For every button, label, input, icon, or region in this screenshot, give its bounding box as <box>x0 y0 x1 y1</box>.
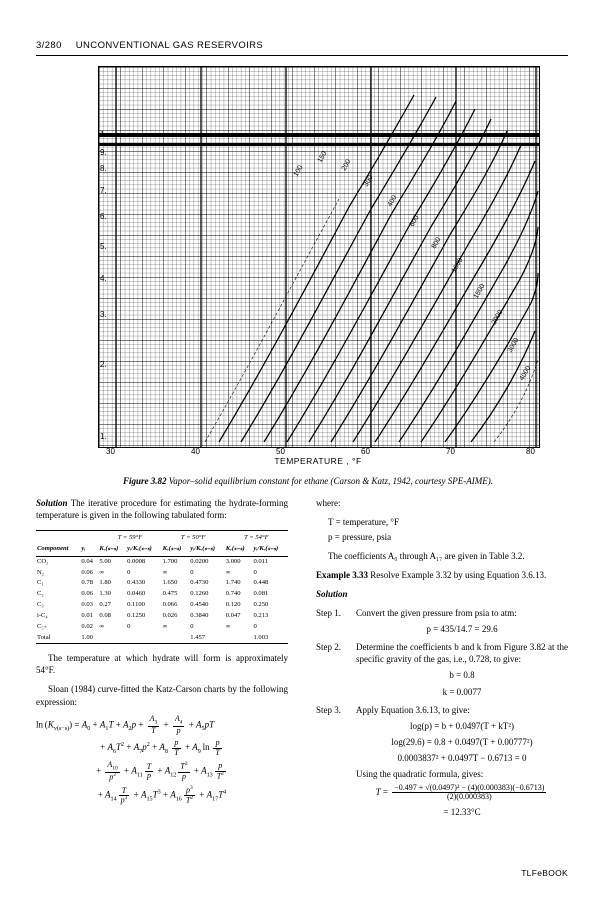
step-2-label: Step 2. <box>316 642 342 653</box>
cell <box>162 633 190 644</box>
cell: 1.003 <box>252 633 288 644</box>
cell: 0.011 <box>253 557 269 565</box>
table-row <box>36 600 288 611</box>
svg-text:600: 600 <box>408 214 421 228</box>
quadratic-numerator: −0.497 + √(0.0497)² − (4)(0.000383)(−0.6713) <box>394 782 545 792</box>
cell: Total <box>36 633 80 644</box>
sloan-paragraph: Sloan (1984) curve-fitted the Katz-Carson charts by the following expression: <box>36 684 288 707</box>
cell: 0.08 <box>99 611 111 619</box>
cell: 3.000 <box>225 557 241 565</box>
example-head: Example 3.33 <box>316 570 369 581</box>
solution-text: The iterative procedure for estimating the hydrate-forming temperature is given in the following tabulated form: <box>36 498 288 521</box>
cell: 0.213 <box>253 611 269 619</box>
svg-text:4.: 4. <box>100 274 107 283</box>
temperature-paragraph: The temperature at which hydrate will form is approximately 54°F. <box>36 653 288 676</box>
cell: C₂ <box>37 590 44 598</box>
svg-text:3000: 3000 <box>506 337 521 354</box>
cell: 0.78 <box>81 579 93 587</box>
cell: 1.650 <box>162 579 178 587</box>
cell: 0.047 <box>225 611 241 619</box>
step-2-equation-b: b = 0.8 <box>449 670 475 681</box>
cell: ∞ <box>162 568 168 576</box>
coefficients-note: The coefficients A₀ through A₁₇ are given in Table 3.2. <box>328 551 525 562</box>
table-row <box>36 589 288 600</box>
cell: 0.120 <box>225 601 241 609</box>
group-header-1: T = 50°F <box>162 531 225 544</box>
cell: 1.457 <box>189 633 224 644</box>
hydrate-iteration-table <box>36 530 288 644</box>
cell: CO₂ <box>37 557 49 565</box>
svg-text:7.: 7. <box>100 186 107 195</box>
cell: 0.1250 <box>127 611 146 619</box>
table-row <box>36 611 288 622</box>
footer-text: TLFeBOOK <box>521 868 568 878</box>
svg-text:1.: 1. <box>100 432 107 441</box>
cell: 0.0008 <box>127 557 146 565</box>
cell: ∞ <box>99 622 105 630</box>
quadratic-equation: T = $\frac{\text{−0.497 + √(0.0497)² − (4)(0.000383)(−0.6713)}}{(2)(0.000383)}$ <box>375 782 545 802</box>
solution-head: Solution <box>36 498 68 508</box>
svg-text:2000: 2000 <box>490 309 505 326</box>
group-header-0: T = 59°F <box>98 531 161 544</box>
cell: i-C₄ <box>37 611 48 619</box>
col-header-2: Kᵥ(ₛ₋ₛ) <box>98 544 126 556</box>
group-header-2: T = 54°F <box>225 531 288 544</box>
table-row <box>36 578 288 589</box>
step-3-label: Step 3. <box>316 704 342 715</box>
cell: 0 <box>253 568 257 576</box>
svg-text:3.: 3. <box>100 310 107 319</box>
x-axis-ticks: 30 40 50 60 70 80 <box>106 447 535 456</box>
header-title: UNCONVENTIONAL GAS RESERVOIRS <box>75 40 264 51</box>
cell: 0.4730 <box>190 579 209 587</box>
col-header-4: Kᵥ(ₛ₋ₛ) <box>162 544 190 556</box>
table-group-header-row <box>36 531 288 544</box>
svg-text:5.: 5. <box>100 242 107 251</box>
cell: C₅₊ <box>37 622 48 630</box>
cell: 1.740 <box>225 579 241 587</box>
cell <box>126 633 161 644</box>
svg-text:100: 100 <box>292 164 305 178</box>
cell: 0.27 <box>99 601 111 609</box>
cell: 0.4330 <box>127 579 146 587</box>
cell: 0.081 <box>253 590 269 598</box>
step-1-text: Convert the given pressure from psia to atm: <box>356 608 517 619</box>
chart-svg <box>99 67 539 447</box>
cell: 0.475 <box>162 590 178 598</box>
solution-head-right: Solution <box>316 589 348 600</box>
step-3-equation-1: log(p) = b + 0.0497(T + kT²) <box>410 720 514 731</box>
step-3-equation-3: 0.0003837² + 0.0497T − 0.6713 = 0 <box>397 752 527 763</box>
sloan-equation-line2: + $A_6T^2 + A_7p^2 + A_8$ $\frac{p}{T}$ + $A_9$ ln $\frac{p}{T}$ <box>100 738 220 757</box>
quadratic-note: Using the quadratic formula, gives: <box>356 768 484 779</box>
table-row <box>36 568 288 579</box>
svg-text:1000: 1000 <box>450 257 465 274</box>
svg-text:4000: 4000 <box>518 365 533 382</box>
example-paragraph <box>316 569 568 581</box>
cell: 0.1100 <box>127 601 145 609</box>
step-1-equation: p = 435/14.7 = 29.6 <box>426 624 498 635</box>
col-header-5: yᵢ/Kᵥ(ₛ₋ₛ) <box>189 544 224 556</box>
cell: 1.00 <box>80 633 98 644</box>
svg-text:8.: 8. <box>100 164 107 173</box>
cell: 0.04 <box>81 557 93 565</box>
cell: 0.3840 <box>190 611 209 619</box>
solution-paragraph <box>36 497 288 521</box>
cell <box>98 633 126 644</box>
col-header-3: yᵢ/Kᵥ(ₛ₋ₛ) <box>126 544 161 556</box>
step-2-text: Determine the coefficients b and k from Figure 3.82 at the specific gravity of the gas, i.e., 0.728, to give: <box>356 642 568 665</box>
col-header-0: Component <box>36 544 80 556</box>
cell: 0.1260 <box>190 590 209 598</box>
sloan-equation-line3: + $\frac{A_{10}}{p^2}$ + $A_{11}$ $\frac{T}{p}$ + $A_{12}$ $\frac{T^2}{p}$ + $A_{13}$ $\frac{p}{T^2}$ <box>96 760 224 782</box>
sloan-equation: $\ln (K_{v(s-s)}) = A_0 + A_1T + A_2p$ + $\frac{A_3}{T}$ + $\frac{A_4}{p}$ + $A_5pT$ <box>36 713 215 735</box>
col-header-1: yᵢ <box>80 544 98 556</box>
cell: 0.250 <box>253 601 269 609</box>
cell: 0.01 <box>81 611 93 619</box>
svg-text:9.: 9. <box>100 148 107 157</box>
cell: 0 <box>127 568 131 576</box>
where-item-1: p = pressure, psia <box>328 532 392 543</box>
cell: 0.0200 <box>190 557 209 565</box>
cell: 0.0460 <box>127 590 146 598</box>
where-item-0: T = temperature, °F <box>328 517 399 528</box>
page-number: 3/280 <box>36 40 62 51</box>
cell: 0 <box>253 622 257 630</box>
step-1 <box>316 607 568 635</box>
cell: 0.02 <box>81 622 93 630</box>
cell: ∞ <box>99 568 105 576</box>
step-1-label: Step 1. <box>316 608 342 619</box>
quadratic-denominator: (2)(0.000383) <box>446 792 492 802</box>
cell: ∞ <box>225 622 231 630</box>
cell: 0 <box>190 568 194 576</box>
table-row <box>36 556 288 567</box>
step-3 <box>316 704 568 818</box>
figure-caption <box>58 476 558 488</box>
x-axis-label: TEMPERATURE , °F <box>274 456 362 466</box>
svg-text:300: 300 <box>362 174 375 188</box>
svg-text:2.: 2. <box>100 360 107 369</box>
example-text: Resolve Example 3.32 by using Equation 3.6.13. <box>370 570 547 581</box>
cell <box>225 633 253 644</box>
step-2 <box>316 641 568 697</box>
cell: 1.30 <box>99 590 111 598</box>
chart-plot-area <box>98 66 540 448</box>
svg-text:800: 800 <box>430 236 443 250</box>
cell: 0.740 <box>225 590 241 598</box>
step-3-text: Apply Equation 3.6.13, to give: <box>356 704 470 715</box>
cell: 0.4540 <box>190 601 209 609</box>
header-rule <box>36 55 568 56</box>
cell: 0.066 <box>162 601 178 609</box>
svg-text:1500: 1500 <box>472 283 487 300</box>
cell: 0 <box>190 622 194 630</box>
table-total-row <box>36 633 288 644</box>
cell: 0 <box>127 622 131 630</box>
sloan-equation-line4: + $A_{14}$ $\frac{T}{p^3}$ + $A_{15}T^3 + A_{16}$ $\frac{p^3}{T^2}$ + $A_{17}T^4$ <box>97 785 227 806</box>
cell: C₃ <box>37 601 44 609</box>
cell: 0.06 <box>81 590 93 598</box>
col-header-7: yᵢ/Kᵥ(ₛ₋ₛ) <box>252 544 288 556</box>
cell: 0.03 <box>81 601 93 609</box>
step-3-equation-2: log(29.6) = 0.8 + 0.0497(T + 0.00777²) <box>391 736 533 747</box>
cell: 0.026 <box>162 611 178 619</box>
right-column <box>316 497 568 824</box>
where-label: where: <box>316 498 341 508</box>
figure-number: Figure 3.82 <box>123 476 167 486</box>
figure-3-82 <box>36 64 568 486</box>
table-row <box>36 622 288 633</box>
left-column <box>36 497 288 809</box>
cell: 1.700 <box>162 557 178 565</box>
step-2-equation-k: k = 0.0077 <box>442 686 482 697</box>
cell: 0.06 <box>81 568 93 576</box>
svg-text:6.: 6. <box>100 212 107 221</box>
svg-text:1.: 1. <box>100 130 107 139</box>
cell: 0.448 <box>253 579 269 587</box>
cell: ∞ <box>225 568 231 576</box>
cell: 5.00 <box>99 557 111 565</box>
table-header-row <box>36 544 288 556</box>
svg-text:200: 200 <box>340 158 353 172</box>
quadratic-result: = 12.33°C <box>443 806 481 817</box>
figure-caption-text: Vapor–solid equilibrium constant for ethane (Carson & Katz, 1942, courtesy SPE-AIME). <box>168 476 493 486</box>
cell: ∞ <box>162 622 168 630</box>
cell: C₁ <box>37 579 44 587</box>
svg-text:400: 400 <box>386 194 399 208</box>
svg-text:150: 150 <box>316 150 329 164</box>
cell: N₂ <box>37 568 45 576</box>
cell: 1.80 <box>99 579 111 587</box>
col-header-6: Kᵥ(ₛ₋ₛ) <box>225 544 253 556</box>
page-header <box>36 40 568 51</box>
